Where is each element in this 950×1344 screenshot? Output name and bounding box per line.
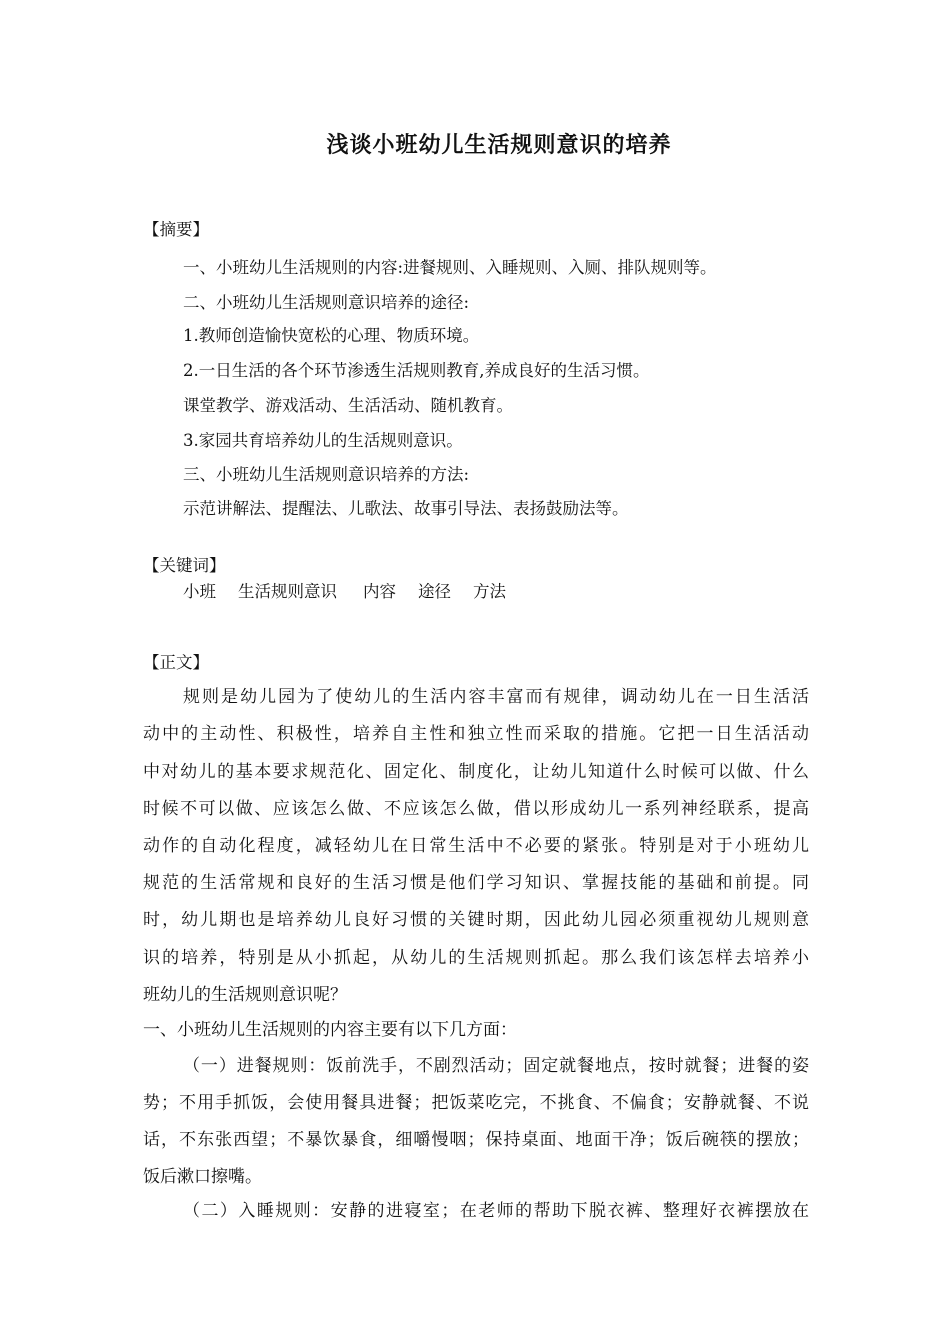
paragraph-line: 规范的生活常规和良好的生活习惯是他们学习知识、掌握技能的基础和前提。同 [143, 873, 809, 893]
abstract-line: 示范讲解法、提醒法、儿歌法、故事引导法、表扬鼓励法等。 [183, 499, 629, 518]
abstract-line: 二、小班幼儿生活规则意识培养的途径: [183, 293, 470, 312]
paragraph-line: 话，不东张西望；不暴饮暴食，细嚼慢咽；保持桌面、地面干净；饭后碗筷的摆放； [143, 1130, 809, 1150]
keyword: 内容 [363, 582, 396, 601]
abstract-line: 一、小班幼儿生活规则的内容:进餐规则、入睡规则、入厕、排队规则等。 [183, 258, 717, 277]
page-title: 浅谈小班幼儿生活规则意识的培养 [326, 133, 672, 158]
keywords-heading: 【关键词】 [143, 556, 226, 575]
paragraph-line: 势；不用手抓饭，会使用餐具进餐；把饭菜吃完，不挑食、不偏食；安静就餐、不说 [143, 1093, 809, 1113]
paragraph-line: 动作的自动化程度，减轻幼儿在日常生活中不必要的紧张。特别是对于小班幼儿 [143, 836, 809, 856]
abstract-line: 课堂教学、游戏活动、生活活动、随机教育。 [183, 396, 513, 415]
paragraph-line: 班幼儿的生活规则意识呢？ [143, 985, 347, 1005]
paragraph-line: 饭后漱口擦嘴。 [143, 1167, 262, 1187]
abstract-line: 三、小班幼儿生活规则意识培养的方法: [183, 465, 470, 484]
paragraph-line: 动中的主动性、积极性，培养自主性和独立性而采取的措施。它把一日生活活动 [143, 724, 809, 744]
abstract-line: 2.一日生活的各个环节渗透生活规则教育,养成良好的生活习惯。 [183, 361, 650, 380]
paragraph-line: （二）入睡规则：安静的进寝室；在老师的帮助下脱衣裤、整理好衣裤摆放在 [183, 1201, 809, 1221]
paragraph-line: 中对幼儿的基本要求规范化、固定化、制度化，让幼儿知道什么时候可以做、什么 [143, 762, 809, 782]
paragraph-line: 时候不可以做、应该怎么做、不应该怎么做，借以形成幼儿一系列神经联系，提高 [143, 799, 809, 819]
keyword: 途径 [418, 582, 451, 601]
body-heading: 【正文】 [143, 653, 209, 672]
abstract-heading: 【摘要】 [143, 220, 209, 239]
abstract-line: 1.教师创造愉快宽松的心理、物质环境。 [183, 326, 480, 345]
paragraph-line: 时，幼儿期也是培养幼儿良好习惯的关键时期，因此幼儿园必须重视幼儿规则意 [143, 910, 809, 930]
keyword: 方法 [473, 582, 506, 601]
paragraph-line: 识的培养，特别是从小抓起，从幼儿的生活规则抓起。那么我们该怎样去培养小 [143, 948, 809, 968]
paragraph-line: （一）进餐规则：饭前洗手，不剧烈活动；固定就餐地点，按时就餐；进餐的姿 [183, 1056, 809, 1076]
keywords-list [183, 580, 506, 604]
keyword: 生活规则意识 [238, 582, 337, 601]
abstract-line: 3.家园共育培养幼儿的生活规则意识。 [183, 431, 463, 450]
paragraph-line: 规则是幼儿园为了使幼儿的生活内容丰富而有规律，调动幼儿在一日生活活 [183, 687, 809, 707]
section-heading: 一、小班幼儿生活规则的内容主要有以下几方面： [143, 1020, 517, 1040]
keyword: 小班 [183, 582, 216, 601]
